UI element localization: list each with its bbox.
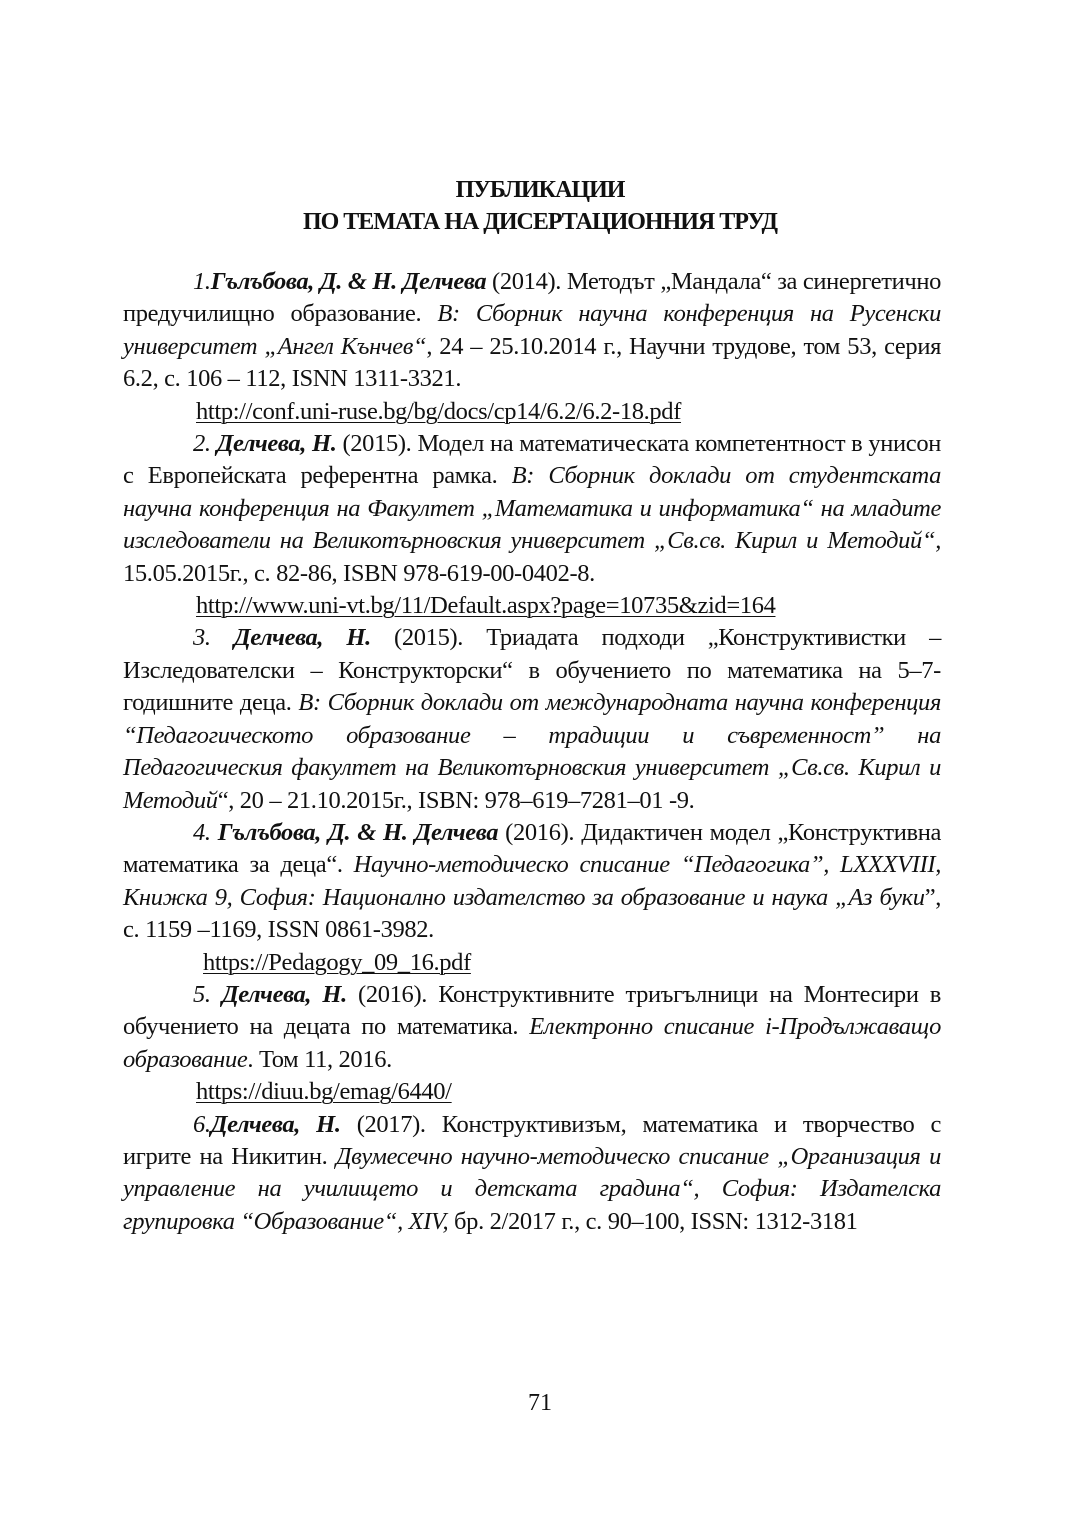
publication-entry-5 [123,979,941,1076]
entry-details: , 24 – 25.10.2014 г., Научни трудове, том 53, серия 6.2, с. 106 – 112, ISNN 1311-3321. [123,332,941,393]
entry-authors: Делчева, Н. [221,980,347,1008]
entry-details: . Том 11, 2016. [247,1045,392,1073]
entry-authors: Делчева, Н. [216,430,337,458]
entry-link-1[interactable]: http://conf.uni-ruse.bg/bg/docs/cp14/6.2/6.2-18.pdf [196,397,682,425]
entry-details: 15.05.2015г., с. 82-86, ISBN 978-619-00-0402-8. [123,559,595,587]
section-subtitle: ПО ТЕМАТА НА ДИСЕРТАЦИОННИЯ ТРУД [302,209,778,235]
entry-source: Електронно списание i-Продължаващо образование [123,1013,941,1073]
publication-entry-4 [123,817,941,947]
entry-source: Научно-методическо списание “Педагогика”, LXXXVIII, Книжка 9, София: Национално издателство за образование и наука „Аз буки [123,851,941,911]
entry-details: бр. 2/2017 г., с. 90–100, ISSN: 1312-3181 [448,1207,858,1235]
entry-number: 2. [193,430,217,458]
entry-authors: Делчева, Н. [233,624,371,652]
publication-entry-2 [123,428,941,590]
publication-entry-6 [123,1109,941,1239]
entry-link-line [123,947,941,979]
entry-link-5[interactable]: https://diuu.bg/emag/6440/ [196,1078,452,1106]
entry-link-line [123,1076,941,1108]
entry-title: (2016). Конструктивните триъгълници на Монтесири в обучението на децата по математика. [123,980,941,1041]
entry-source: В: Сборник научна конференция на Русенски университет „Ангел Кънчев“ [123,300,941,360]
entry-title: (2016). Дидактичен модел „Конструктивна математика за деца“. [123,818,941,879]
publication-entry-1 [123,266,941,396]
publications-list [123,266,941,1238]
entry-link-line [123,590,941,622]
entry-number: 1. [193,268,211,295]
entry-source: Двумесечно научно-методическо списание „Организация и управление на училището и детската градина“, София: Издателска групировка “Образование“, XIV, [123,1142,941,1235]
entry-number: 4. [193,818,218,846]
entry-title: (2015). Триадата подходи „Конструктивистки – Изследователски – Конструкторски“ в обучението по математика на 5–7-годишните деца. [123,624,941,717]
entry-source: В: Сборник доклади от студентската научна конференция на Факултет „Математика и информатика“ на младите изследователи на Великотърновския университет „Св.св. Кирил и Методий“, [123,462,941,555]
section-title: ПУБЛИКАЦИИ [455,177,625,203]
entry-number: 5. [193,980,222,1008]
entry-details: “, 20 – 21.10.2015г., ISBN: 978–619–7281–01 -9. [217,786,695,814]
entry-number: 3. [193,624,234,652]
publication-entry-3 [123,622,941,816]
entry-link-4[interactable]: https://Pedagogy_09_16.pdf [203,948,471,976]
entry-title: (2017). Конструктивизъм, математика и творчество с игрите на Никитин. [123,1110,941,1170]
entry-details: ”, с. 1159 –1169, ISSN 0861-3982. [123,883,941,944]
entry-authors: Гълъбова, Д. & Н. Делчева [217,818,499,846]
page-number: 71 [528,1390,552,1416]
entry-source: В: Сборник доклади от международната научна конференция “Педагогическото образование – традиции и съвременност” на Педагогическия факултет на Великотърновския университет „Св.св. Кирил и Методий [123,689,941,814]
entry-authors: Гълъбова, Д. & Н. Делчева [210,268,487,295]
entry-authors: Делчева, Н. [210,1110,341,1138]
entry-number: 6. [193,1110,211,1138]
entry-title: (2015). Модел на математическата компетентност в унисон с Европейската референтна рамка. [123,430,941,490]
entry-title: (2014). Методът „Мандала“ за синергетично предучилищно образование. [123,268,941,328]
entry-link-line [123,396,941,428]
entry-link-2[interactable]: http://www.uni-vt.bg/11/Default.aspx?page=10735&zid=164 [196,592,776,620]
